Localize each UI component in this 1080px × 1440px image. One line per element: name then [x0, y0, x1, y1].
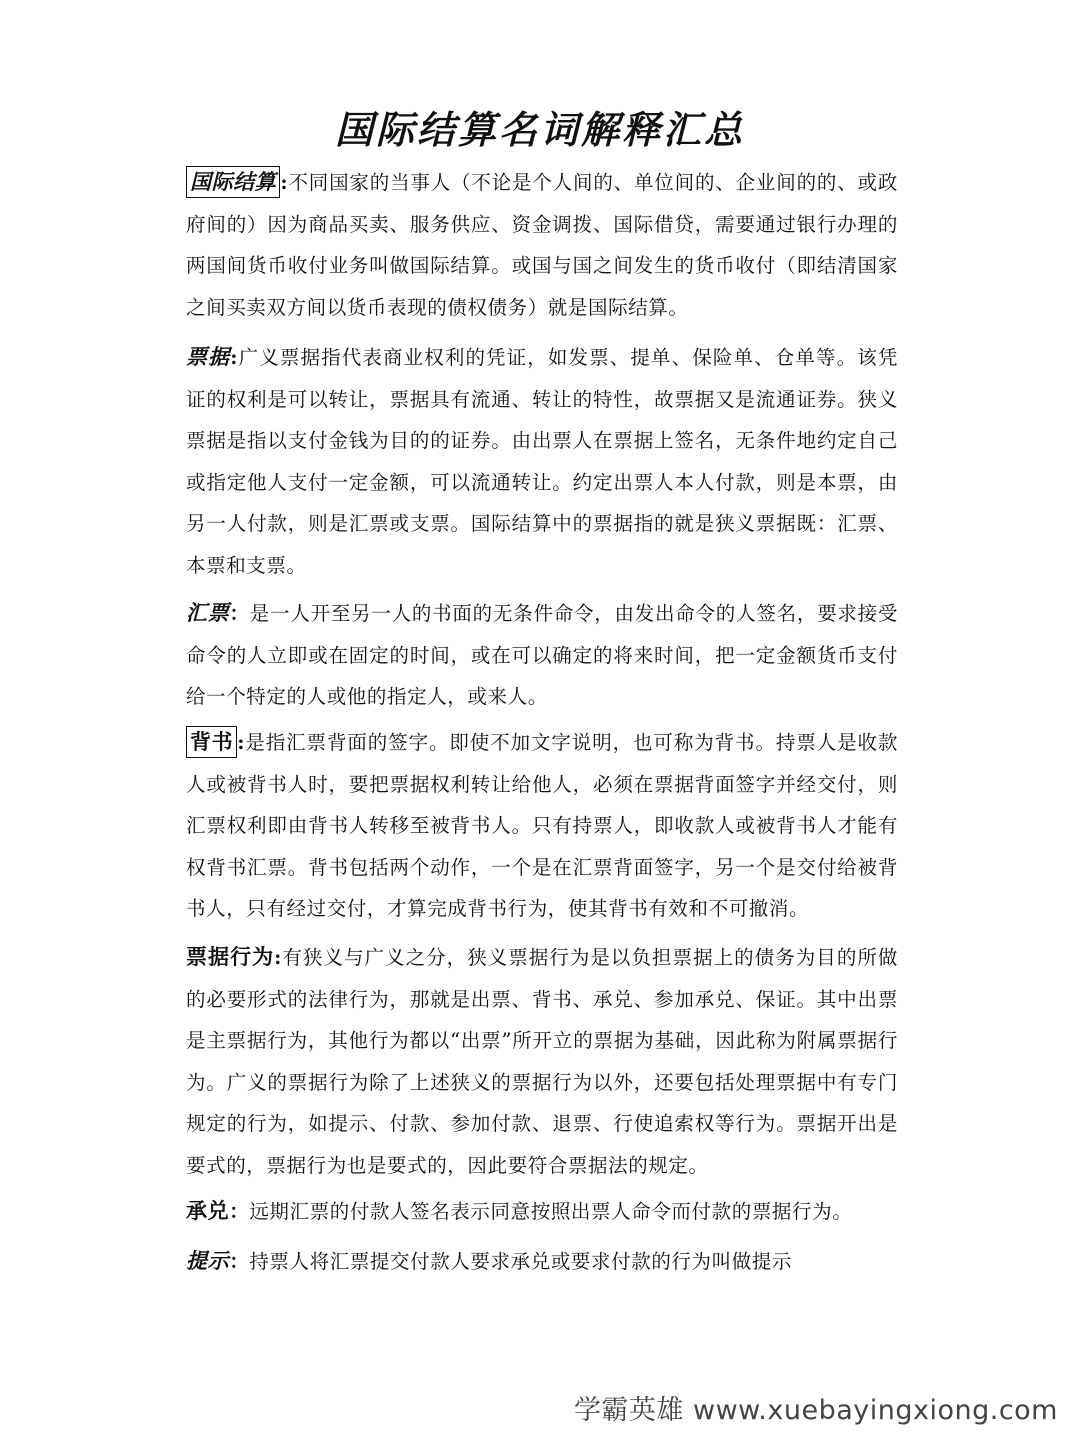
definition-acceptance: [186, 1190, 898, 1233]
definition-body: 不同国家的当事人（不论是个人间的、单位间的、企业间的的、或政府间的）因为商品买卖、服务供应、资金调拨、国际借贷，需要通过银行办理的两国间货币收付业务叫做国际结算。或国与国之间发生的货币收付（即结清国家之间买卖双方间以货币表现的债权债务）就是国际结算。: [186, 171, 898, 319]
definition-bill-of-exchange: [186, 592, 898, 718]
definition-instrument-act: [186, 936, 898, 1186]
term-separator: :: [237, 731, 246, 754]
term-separator: :: [274, 946, 282, 969]
definition-endorsement: [186, 722, 898, 930]
definition-body: 持票人将汇票提交付款人要求承兑或要求付款的行为叫做提示: [249, 1250, 793, 1273]
term-separator: ：: [229, 602, 250, 625]
term-separator: ：: [229, 1250, 250, 1273]
term-label: 票据行为: [186, 944, 275, 969]
definition-body: 是一人开至另一人的书面的无条件命令，由发出命令的人签名，要求接受命令的人立即或在固定的时间，或在可以确定的将来时间，把一定金额货币支付给一个特定的人或他的指定人，或来人。: [186, 602, 898, 708]
term-separator: :: [280, 171, 289, 194]
definition-body: 远期汇票的付款人签名表示同意按照出票人命令而付款的票据行为。: [249, 1200, 853, 1223]
term-separator: ：: [229, 1200, 250, 1223]
term-label: 背书: [186, 726, 237, 758]
definition-body: 是指汇票背面的签字。即使不加文字说明，也可称为背书。持票人是收款人或被背书人时，要把票据权利转让给他人，必须在票据背面签字并经交付，则汇票权利即由背书人转移至被背书人。只有持票人，即收款人或被背书人才能有权背书汇票。背书包括两个动作，一个是在汇票背面签字，另一个是交付给被背书人，只有经过交付，才算完成背书行为，使其背书有效和不可撤消。: [186, 731, 898, 920]
term-label: 汇票: [186, 600, 230, 625]
term-label: 国际结算: [186, 166, 280, 198]
term-label: 承兑: [186, 1198, 230, 1223]
site-watermark: 学霸英雄 www.xuebayingxiong.com: [573, 1395, 1058, 1426]
definition-presentation: [186, 1240, 898, 1283]
definition-body: 有狭义与广义之分，狭义票据行为是以负担票据上的债务为目的所做的必要形式的法律行为，那就是出票、背书、承兑、参加承兑、保证。其中出票是主票据行为，其他行为都以“出票”所开立的票据为基础，因此称为附属票据行为。广义的票据行为除了上述狭义的票据行为以外，还要包括处理票据中有专门规定的行为，如提示、付款、参加付款、退票、行使追索权等行为。票据开出是要式的，票据行为也是要式的，因此要符合票据法的规定。: [186, 946, 898, 1177]
definition-body: 广义票据指代表商业权利的凭证，如发票、提单、保险单、仓单等。该凭证的权利是可以转让，票据具有流通、转让的特性，故票据又是流通证券。狭义票据是指以支付金钱为目的的证券。由出票人在票据上签名，无条件地约定自己或指定他人支付一定金额，可以流通转让。约定出票人本人付款，则是本票，由另一人付款，则是汇票或支票。国际结算中的票据指的就是狭义票据既：汇票、本票和支票。: [186, 346, 898, 577]
definition-instrument: [186, 336, 898, 586]
page-title: 国际结算名词解释汇总: [334, 107, 745, 152]
definition-international-settlement: [186, 162, 898, 328]
term-separator: :: [230, 346, 239, 369]
term-label: 提示: [186, 1248, 230, 1273]
term-label: 票据: [186, 344, 231, 369]
